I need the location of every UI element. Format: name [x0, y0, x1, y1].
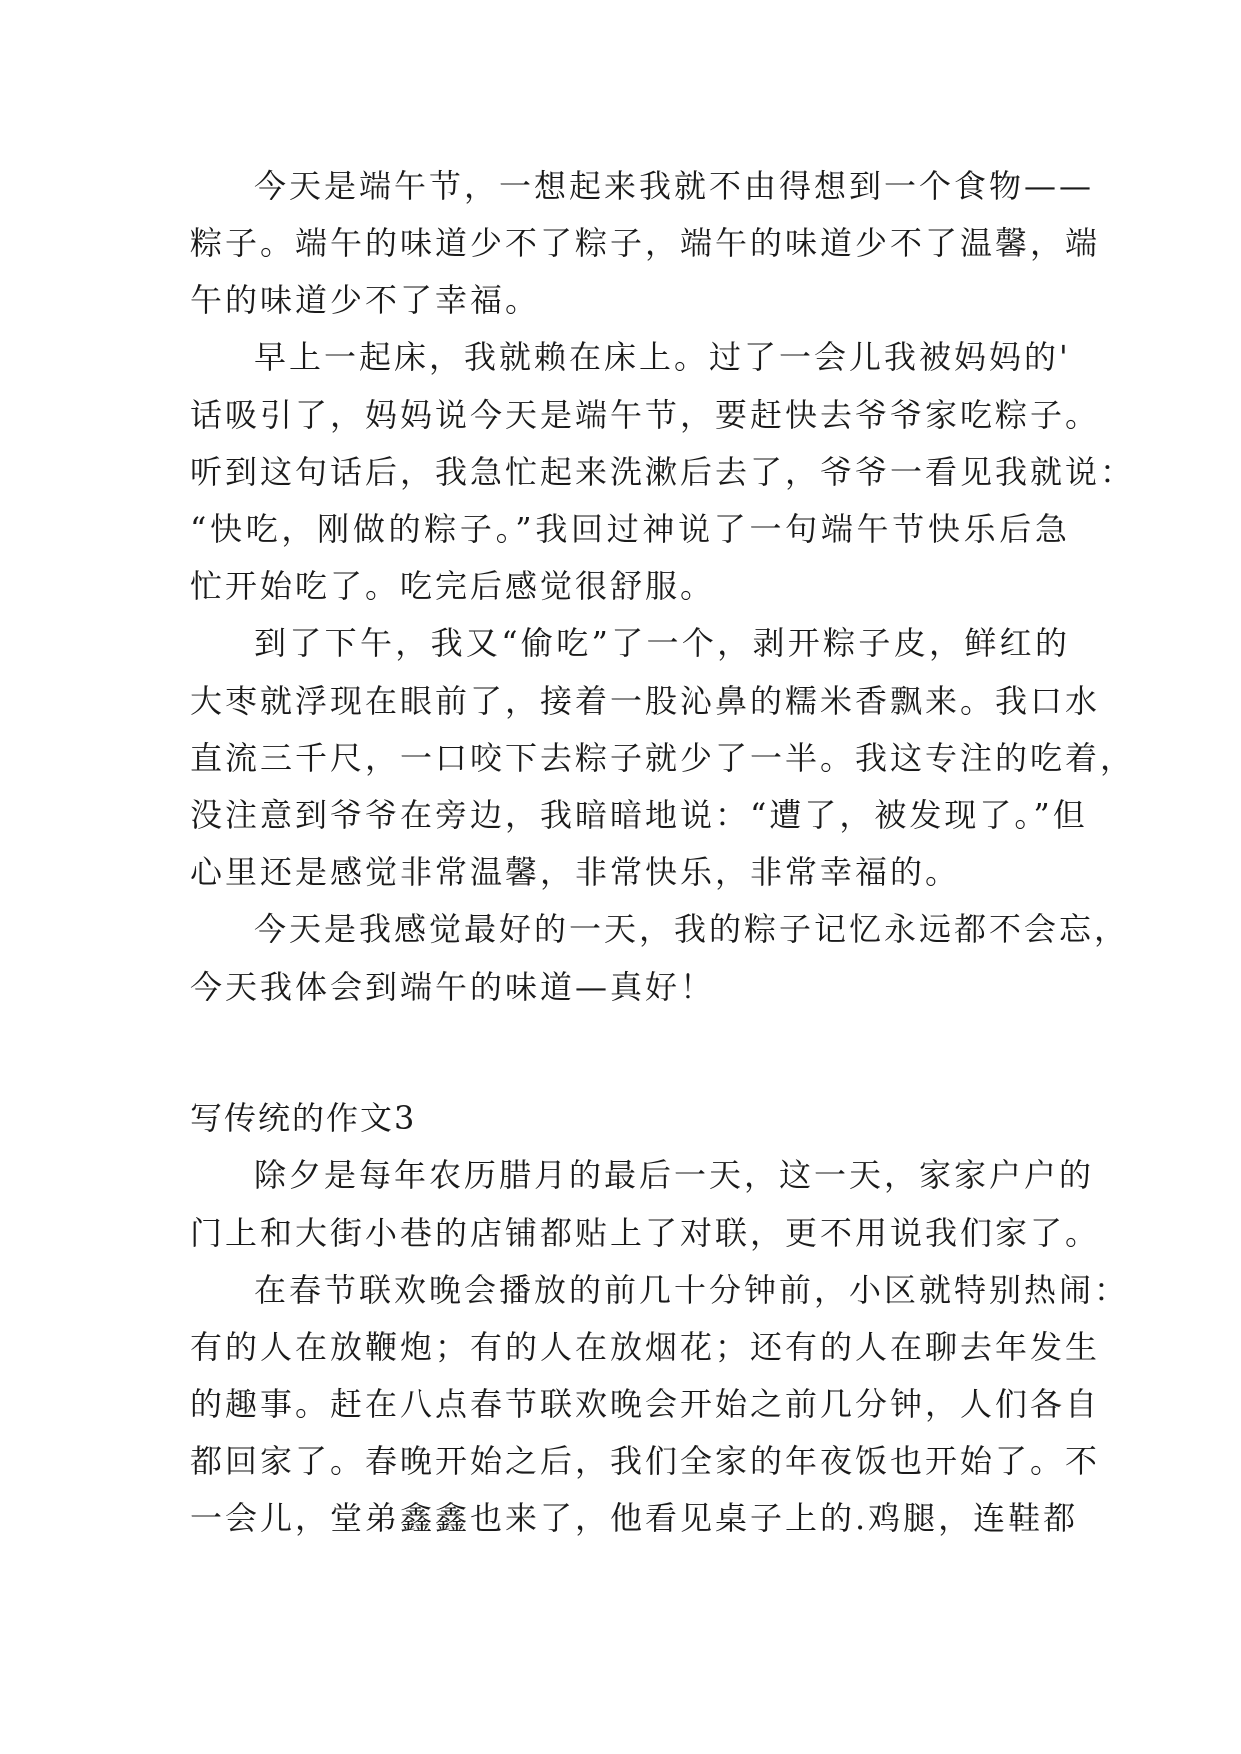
essay2-p2-line1: 早上一起床，我就赖在床上。过了一会儿我被妈妈的': [254, 338, 1071, 376]
essay2-p2-line5: 忙开始吃了。吃完后感觉很舒服。: [190, 567, 716, 605]
essay2-p2-line4: “快吃，刚做的粽子。”我回过神说了一句端午节快乐后急: [190, 510, 1070, 548]
essay2-p3-line4: 没注意到爷爷在旁边，我暗暗地说：“遭了，被发现了。”但: [190, 796, 1088, 834]
essay2-p3-line1: 到了下午，我又“偷吃”了一个，剥开粽子皮，鲜红的: [254, 624, 1070, 662]
essay2-p4-line2: 今天我体会到端午的味道—真好！: [190, 968, 716, 1006]
essay3-p2-line5: 一会儿，堂弟鑫鑫也来了，他看见桌子上的.鸡腿，连鞋都: [190, 1499, 1079, 1537]
essay2-p3-line3: 直流三千尺，一口咬下去粽子就少了一半。我这专注的吃着，: [190, 739, 1136, 777]
essay3-p2-line2: 有的人在放鞭炮；有的人在放烟花；还有的人在聊去年发生: [190, 1328, 1101, 1366]
essay3-p2-line1: 在春节联欢晚会播放的前几十分钟前，小区就特别热闹：: [254, 1271, 1130, 1309]
essay3-p2-line4: 都回家了。春晚开始之后，我们全家的年夜饭也开始了。不: [190, 1442, 1101, 1480]
essay2-p2-line3: 听到这句话后，我急忙起来洗漱后去了，爷爷一看见我就说：: [190, 453, 1136, 491]
essay2-p1-line3: 午的味道少不了幸福。: [190, 281, 541, 319]
essay3-title: 写传统的作文3: [190, 1099, 417, 1137]
essay2-p4-line1: 今天是我感觉最好的一天，我的粽子记忆永远都不会忘，: [254, 910, 1130, 948]
essay3-p2-line3: 的趣事。赶在八点春节联欢晚会开始之前几分钟，人们各自: [190, 1385, 1101, 1423]
essay3-p1-line2: 门上和大街小巷的店铺都贴上了对联，更不用说我们家了。: [190, 1214, 1101, 1252]
essay2-p3-line2: 大枣就浮现在眼前了，接着一股沁鼻的糯米香飘来。我口水: [190, 682, 1101, 720]
essay3-p1-line1: 除夕是每年农历腊月的最后一天，这一天，家家户户的: [254, 1156, 1095, 1194]
essay2-p1-line1: 今天是端午节，一想起来我就不由得想到一个食物——: [254, 167, 1095, 205]
essay2-p3-line5: 心里还是感觉非常温馨，非常快乐，非常幸福的。: [190, 853, 961, 891]
essay2-p2-line2: 话吸引了，妈妈说今天是端午节，要赶快去爷爷家吃粽子。: [190, 396, 1101, 434]
essay2-p1-line2: 粽子。端午的味道少不了粽子，端午的味道少不了温馨，端: [190, 224, 1101, 262]
